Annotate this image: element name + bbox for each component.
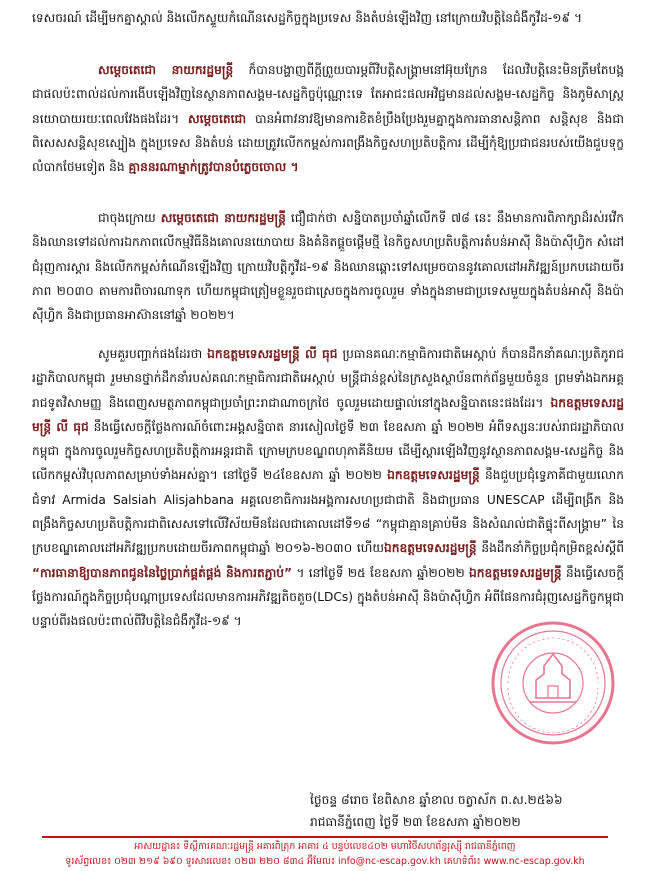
lunar-date: ថ្ងៃចន្ទ ៨រោច ខែពិសាខ ឆ្នាំខាល ចត្វាស័ក ព.ស.២៥៦៦ (310, 793, 563, 807)
highlight-prime-minister: សម្តេចតេជោ នាយករដ្ឋមន្ត្រី (98, 63, 234, 77)
paragraph-text: ក៏បានបង្ហាញពីក្តីព្រួយបារម្ភពីវិបត្តិសង្គ្រាមនៅអ៊ុយក្រែន ដែលវិបត្តិនេះមិនត្រឹមតែបង្កជាផលប៉ះពាល់ដល់ការងើបឡើងវិញនៃស្ថានភាពសង្គម-សេដ្ឋកិច្ចប៉ុណ្ណោះទេ តែអាជះផលអវិជ្ជមានដល់សង្គម-សេដ្ឋកិច្ច និងភូមិសាស្ត្រនយោបាយរយៈពេលវែងផងដែរ។ (32, 63, 624, 126)
highlight-senior-minister: ឯកឧត្តមទេសរដ្ឋមន្ត្រី (387, 468, 480, 483)
paragraph-text: នឹងធ្វើសេចក្តីថ្លែងការណ៍ចំពោះអង្គសន្និបាត នារសៀលថ្ងៃទី ២៣ ខែឧសភា ឆ្នាំ ២០២២ អំពីទស្សនៈរបស់រាជរដ្ឋាភិបាលកម្ពុជា ក្នុងការចូលរួមកិច្ចសហប្រតិបត្តិការអន្តរជាតិ ក្រោមក្របខណ្ឌពហុភាគីនិយម ដើម្បីស្តារឡើងវិញនូវស្ថានភាពសង្គម-សេដ្ឋកិច្ច និងលើកកម្ពស់វិបុលភាពសម្រាប់ទាំងអស់គ្នា។ នៅថ្ងៃទី ២៤ខែឧសភា ឆ្នាំ ២០២២ (32, 419, 624, 483)
highlight-prime-minister: សម្តេចតេជោ (188, 111, 247, 126)
paragraph-ukraine-crisis (32, 58, 624, 179)
highlight-meeting-title: “ការធានាឱ្យបានភាពជូននៃថ្លៃប្រាក់ផ្គត់ផ្គង់ និងការតភ្ជាប់” (32, 565, 293, 580)
paragraph-delegation (32, 342, 624, 634)
highlight-senior-minister: ឯកឧត្តមទេសរដ្ឋមន្ត្រី លី ធុជ (207, 347, 338, 361)
paragraph-text: សូមគួរបញ្ជាក់ផងដែរថា (98, 347, 208, 361)
place-and-date: រាជធានីភ្នំពេញ ថ្ងៃទី ២៣ ខែឧសភា ឆ្នាំ២០២២ (310, 815, 521, 829)
footer-contact: ទូរស័ព្ទលេខ៖ ០២៣ ២១៩ ៦៩០ ទូរសារលេខ៖ ០២៣ ២២០ ៨៣៤ អ៊ីមែល៖ info@nc-escap.gov.kh គេហទំព័រ៖ www.nc-escap.gov.kh (65, 856, 585, 867)
paragraph-text: នឹងធ្វើសេចក្តីថ្លែងការណ៍ក្នុងកិច្ចប្រជុំបណ្តាប្រទេសដែលមានការអភិវឌ្ឍតិចតួច(LDCs) ក្នុងតំបន់អាស៊ី និងប៉ាស៊ីហ្វិក អំពីផែនការជំរុញសេដ្ឋកិច្ចកម្ពុជា បន្ទាប់ពីរងផលប៉ះពាល់ពីវិបត្តិនៃជំងឺកូវីដ-១៩ ។ (32, 565, 624, 629)
highlight-prime-minister: សម្តេចតេជោ នាយករដ្ឋមន្ត្រី (160, 211, 286, 225)
highlight-no-one-left-behind: គ្មាននរណាម្នាក់ត្រូវបានបំភ្លេចចោល ។ (128, 160, 299, 175)
paragraph-text: នឹងជួបប្រជុំទ្វេភាគីជាមួយលោកជំទាវ Armida Salsiah Alisjahbana អគ្គលេខាធិការរងអង្គការសហប្រជាជាតិ និងជាប្រធាន UNESCAP ដើម្បីពង្រីក និងពង្រឹងកិច្ចសហប្រតិបត្តិការជាពិសេសទៅលើវិស័យមីនដែលជាគោលដៅទី១៨ “កម្ពុជាគ្មានគ្រាប់មីន និងសំណល់ជាតិផ្ទុះពីសង្គ្រាម” នៃក្របខណ្ឌគោលដៅអភិវឌ្ឍប្រកបដោយចីរភាពកម្ពុជាឆ្នាំ ២០១៦-២០៣០ ហើយ (32, 468, 625, 556)
paragraph-text: បានអំពាវនាវឱ្យមានការខិតខំប្រឹងប្រែងរួមគ្នាក្នុងការធានាសន្តិភាព សន្តិសុខ និងជាពិសេសសន្តិសុខស្បៀង ក្នុងប្រទេស និងតំបន់ ដោយត្រូវលើកកម្ពស់ការពង្រឹងកិច្ចសហប្រតិបត្តិការ ដើម្បីកុំឱ្យប្រជាជនរបស់យើងជួបទុក្ខលំបាកថែមទៀត និង (32, 111, 625, 175)
paragraph-text: នឹងដឹកនាំកិច្ចប្រជុំកម្រិតខ្ពស់ស្តីពី (476, 541, 624, 556)
paragraph-text: ប្រធានគណៈកម្មាធិការជាតិអេស្កាប់ ក៏បានដឹកនាំគណៈប្រតិភូរាជរដ្ឋាភិបាលកម្ពុជា រួមមានថ្នាក់ដឹកនាំរបស់គណៈកម្មាធិការជាតិអេស្កាប់ មន្ត្រីជាន់ខ្ពស់នៃក្រសួងស្ថាប័នពាក់ព័ន្ធមួយចំនួន ព្រមទាំងឯកអគ្គរាជទូតវិសាមញ្ញ និងពេញសមត្ថភាពកម្ពុជាប្រចាំព្រះរាជាណាចក្រថៃ ចូលរួមដោយផ្ទាល់នៅក្នុងសន្និបាតនេះផងដែរ។ (32, 347, 624, 410)
signoff-block (310, 789, 640, 833)
paragraph-text: ទេសចរណ៍ ដើម្បីមកគ្នាស្គាល់ និងលើកស្ទួយកំណើនសេដ្ឋកិច្ចក្នុងប្រទេស និងតំបន់ឡើងវិញ នៅក្រោយវិបត្តិនៃជំងឺកូវីដ-១៩ ។ (32, 11, 583, 25)
highlight-senior-minister: ឯកឧត្តមទេសរដ្ឋមន្ត្រី (384, 541, 477, 556)
paragraph-tourism (32, 6, 624, 30)
paragraph-conference-conclusion (32, 206, 624, 327)
footer-divider (42, 836, 608, 838)
highlight-senior-minister: ឯកឧត្តមទេសរដ្ឋមន្ត្រី (469, 565, 562, 580)
highlight-senior-minister: ឯកឧត្តមទេសរដ្ឋមន្ត្រី លី ធុជ (32, 395, 624, 434)
official-seal-stamp (488, 618, 618, 748)
paragraph-text: ជាចុងក្រោយ (98, 211, 161, 225)
footer-address: អាសយដ្ឋាន៖ ទីស្តីការគណៈរដ្ឋមន្ត្រី អគារពិត្រុក អាគារ ៤ បន្ទប់លេខ៤០២ មហាវិថីសហព័ន្ធរុស្ស៊ី រាជធានីភ្នំពេញ (134, 841, 516, 852)
paragraph-text: ។ នៅថ្ងៃទី ២៥ ខែឧសភា ឆ្នាំ២០២២ (292, 565, 470, 580)
paragraph-text: ជឿជាក់ថា សន្និបាតប្រចាំឆ្នាំលើកទី ៧៨ នេះ នឹងមានការពិភាក្សាដ៏រស់រវើក និងឈានទៅដល់ការឯកភាពលើកម្មវិធីនិងគោលនយោបាយ និងគំនិតផ្តួចផ្តើមថ្មី នៃកិច្ចសហប្រតិបត្តិការតំបន់អាស៊ី និងប៉ាស៊ីហ្វិក សំដៅជំរុញការស្តារ និងលើកកម្ពស់កំណើនឡើងវិញ ក្រោយវិបត្តិកូវីដ-១៩ និងឈានឆ្ពោះទៅសម្រេចបាននូវគោលដៅអភិវឌ្ឍន៍ប្រកបដោយចីរភាព ២០៣០ តាមការពិចារណាទុក ហើយកម្ពុជាត្រៀមខ្លួនរួចជាស្រេចក្នុងការចូលរួម ទាំងក្នុងនាមជាប្រទេសមួយក្នុងតំបន់អាស៊ី និងប៉ាស៊ីហ្វិក និងជាប្រធានអាស៊ាននៅឆ្នាំ ២០២២។ (32, 211, 624, 323)
